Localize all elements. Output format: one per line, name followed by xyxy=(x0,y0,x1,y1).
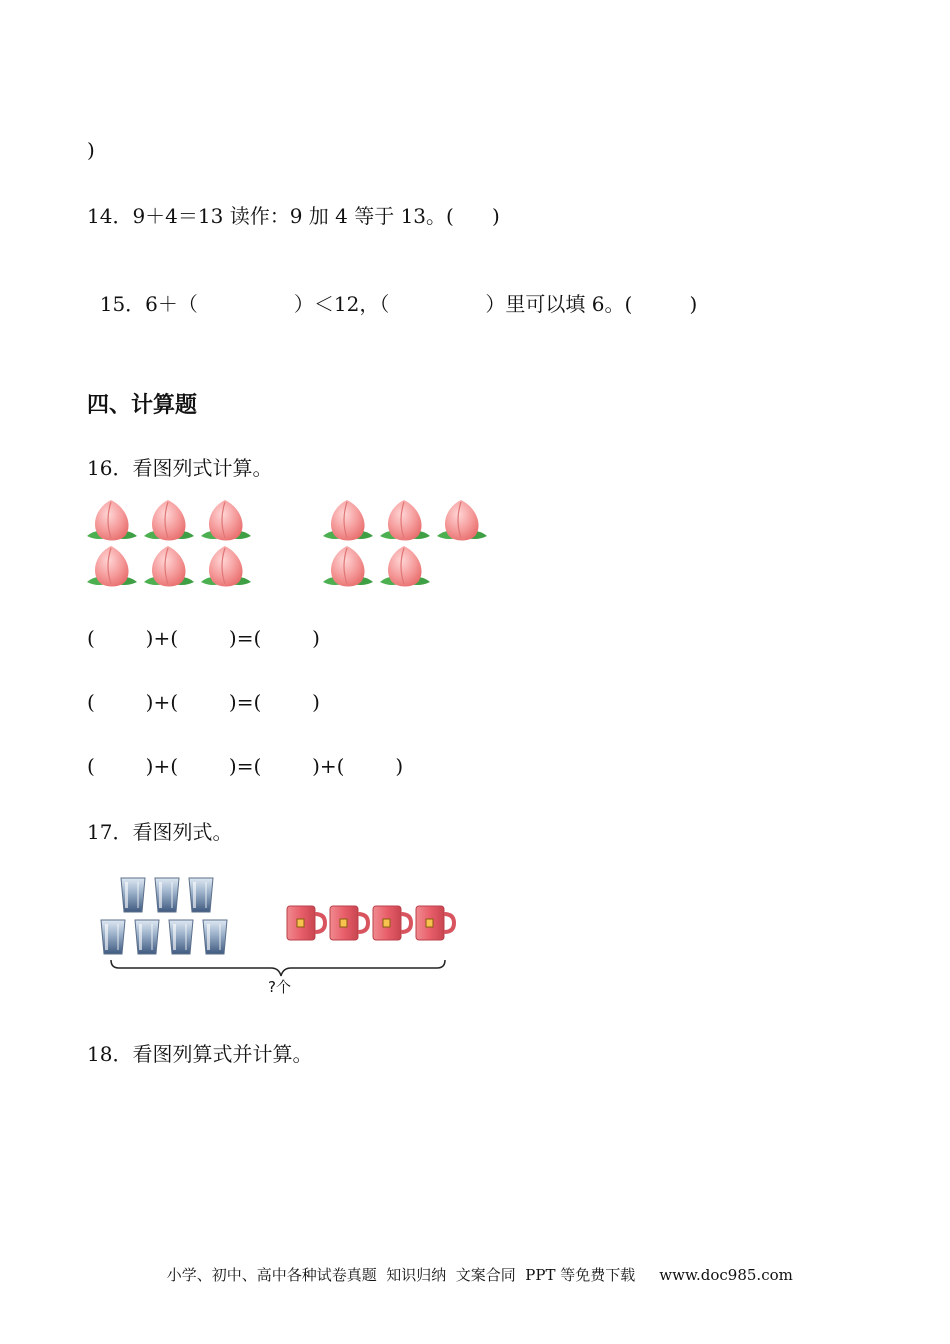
glass-icon xyxy=(169,920,193,954)
brace-label: ?个 xyxy=(268,978,291,996)
question-18-label: 18．看图列算式并计算。 xyxy=(87,1042,313,1066)
q16-line3: ( )+( )=( )+( ) xyxy=(87,754,404,778)
footer-url[interactable]: www.doc985.com xyxy=(659,1266,793,1284)
peach-icon xyxy=(87,500,137,541)
q16-line1: ( )+( )=( ) xyxy=(87,626,320,650)
section-title: 四、计算题 xyxy=(87,393,198,418)
question-15 xyxy=(87,264,697,317)
glass-icon xyxy=(203,920,227,954)
footer xyxy=(0,1246,950,1285)
peach-icon xyxy=(201,500,251,541)
q15-part1: 15．6＋（ xyxy=(99,292,198,316)
peach-icon xyxy=(144,546,194,587)
cup-icon xyxy=(287,906,325,940)
peach-icon xyxy=(437,500,487,541)
cup-icon xyxy=(373,906,411,940)
glass-icon xyxy=(121,878,145,912)
footer-text: 小学、初中、高中各种试卷真题 知识归纳 文案合同 PPT 等免费下载 xyxy=(166,1266,636,1284)
peach-icon xyxy=(201,546,251,587)
question-16-label: 16．看图列式计算。 xyxy=(87,456,273,480)
peach-icon xyxy=(323,500,373,541)
peaches-image xyxy=(85,496,495,592)
brace xyxy=(111,960,445,976)
glass-icon xyxy=(135,920,159,954)
glass-icon xyxy=(101,920,125,954)
continuation-paren: ) xyxy=(87,138,95,162)
q16-line2: ( )+( )=( ) xyxy=(87,690,320,714)
peach-icon xyxy=(380,546,430,587)
peach-icon xyxy=(144,500,194,541)
question-17-label: 17．看图列式。 xyxy=(87,820,233,844)
peach-icon xyxy=(87,546,137,587)
peach-icon xyxy=(323,546,373,587)
question-14: 14．9＋4＝13 读作：9 加 4 等于 13。( ) xyxy=(87,204,500,228)
cup-icon xyxy=(330,906,368,940)
glass-icon xyxy=(189,878,213,912)
q15-part2: ）＜12，（ xyxy=(293,292,390,316)
cup-icon xyxy=(416,906,454,940)
q15-part3: ）里可以填 6。( ) xyxy=(485,292,698,316)
peach-icon xyxy=(380,500,430,541)
glass-icon xyxy=(155,878,179,912)
